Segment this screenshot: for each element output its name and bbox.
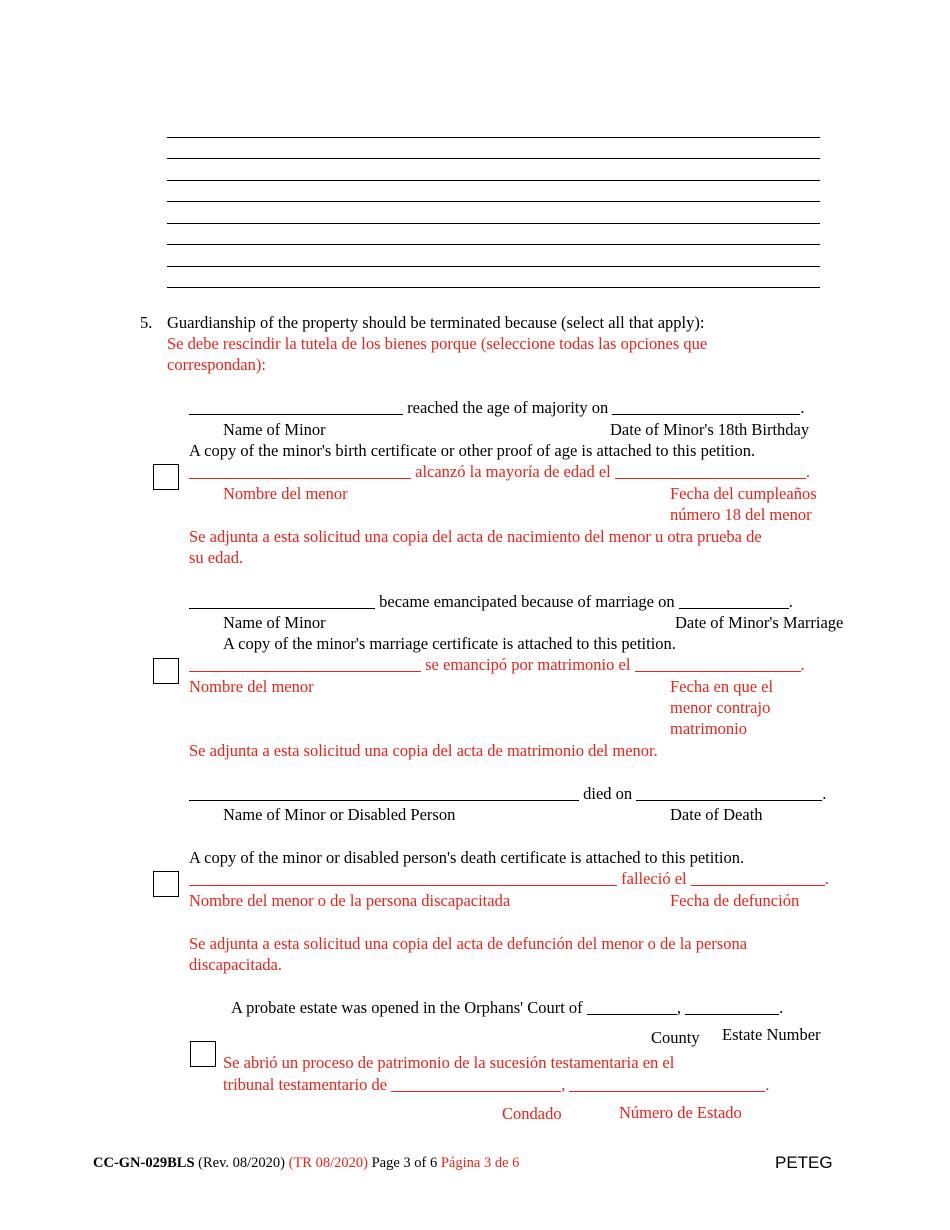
death-attach-es: Se adjunta a esta solicitud una copia del acta de defunción del menor o de la persona — [189, 934, 748, 953]
death-line-es: falleció el . — [189, 868, 829, 889]
fecha-matrimonio-blank[interactable] — [635, 656, 801, 672]
condado-blank[interactable] — [391, 1076, 561, 1092]
probate-line-es-cont: tribunal testamentario de , . — [223, 1075, 770, 1094]
response-line[interactable] — [167, 158, 820, 159]
item-title-es-cont: correspondan): — [167, 355, 266, 374]
marriage-checkbox[interactable] — [153, 658, 179, 684]
nombre-menor-label: Nombre del menor — [223, 484, 348, 503]
nombre-menor-blank[interactable] — [189, 463, 411, 479]
estate-number-label: Estate Number — [722, 1025, 821, 1044]
death-checkbox[interactable] — [153, 871, 179, 897]
majority-checkbox[interactable] — [153, 464, 179, 490]
response-line[interactable] — [167, 180, 820, 181]
condado-label: Condado — [502, 1104, 562, 1123]
fecha-matrimonio-label-cont2: matrimonio — [670, 719, 747, 738]
marriage-attach-es: Se adjunta a esta solicitud una copia del acta de matrimonio del menor. — [189, 741, 658, 760]
nombre-menor-label: Nombre del menor — [189, 677, 314, 696]
fecha-defuncion-blank[interactable] — [691, 870, 825, 886]
item-title-en: Guardianship of the property should be terminated because (select all that apply): — [167, 313, 705, 332]
response-line[interactable] — [167, 287, 820, 288]
page-number-es: Página 3 de 6 — [440, 1155, 520, 1171]
majority-line-es: alcanzó la mayoría de edad el . — [189, 461, 810, 482]
marriage-date-label: Date of Minor's Marriage — [675, 613, 844, 632]
nombre-persona-blank[interactable] — [189, 870, 617, 886]
fecha-cumpleanos-label-cont: número 18 del menor — [670, 505, 812, 524]
majority-attach-es-cont: su edad. — [189, 548, 244, 567]
page-number-en: Page 3 of 6 — [371, 1155, 438, 1171]
fecha-matrimonio-label: Fecha en que el — [670, 677, 774, 696]
minor-name-blank[interactable] — [189, 399, 403, 415]
minor-name-blank[interactable] — [189, 593, 375, 609]
numero-estado-label: Número de Estado — [619, 1103, 742, 1122]
person-name-blank[interactable] — [189, 785, 579, 801]
death-date-blank[interactable] — [636, 785, 822, 801]
person-name-label: Name of Minor or Disabled Person — [223, 805, 456, 824]
fecha-cumpleanos-label: Fecha del cumpleaños — [670, 484, 817, 503]
death-line-en: died on . — [189, 783, 826, 804]
majority-attach-es: Se adjunta a esta solicitud una copia del acta de nacimiento del menor u otra prueba de — [189, 527, 762, 546]
majority-attach-en: A copy of the minor's birth certificate or other proof of age is attached to this petition. — [189, 441, 756, 460]
form-revision: (Rev. 08/2020) — [198, 1155, 285, 1171]
item-number: 5. — [140, 313, 153, 332]
nombre-persona-label: Nombre del menor o de la persona discapacitada — [189, 891, 511, 910]
death-date-label: Date of Death — [670, 805, 763, 824]
probate-checkbox[interactable] — [190, 1041, 216, 1067]
translation-revision: (TR 08/2020) — [288, 1155, 368, 1171]
footer — [93, 1153, 519, 1174]
marriage-line-en: became emancipated because of marriage on . — [189, 591, 793, 612]
response-line[interactable] — [167, 223, 820, 224]
response-line[interactable] — [167, 244, 820, 245]
probate-line-en: A probate estate was opened in the Orphans' Court of , . — [231, 998, 784, 1017]
nombre-menor-blank[interactable] — [189, 656, 421, 672]
birthday-date-blank[interactable] — [612, 399, 800, 415]
majority-line-en: reached the age of majority on . — [189, 397, 805, 418]
response-line[interactable] — [167, 201, 820, 202]
marriage-attach-en: A copy of the minor's marriage certificate is attached to this petition. — [223, 634, 676, 653]
marriage-line-es: se emancipó por matrimonio el . — [189, 654, 805, 675]
birthday-label: Date of Minor's 18th Birthday — [610, 420, 810, 439]
response-line[interactable] — [167, 137, 820, 138]
county-blank[interactable] — [587, 999, 677, 1015]
form-code: CC-GN-029BLS — [93, 1155, 195, 1171]
fecha-cumpleanos-blank[interactable] — [615, 463, 806, 479]
county-label: County — [651, 1028, 700, 1047]
minor-name-label: Name of Minor — [223, 420, 326, 439]
estate-number-blank[interactable] — [685, 999, 779, 1015]
minor-name-label: Name of Minor — [223, 613, 326, 632]
probate-line-es: Se abrió un proceso de patrimonio de la sucesión testamentaria en el — [223, 1053, 675, 1072]
response-line[interactable] — [167, 266, 820, 267]
numero-estado-blank[interactable] — [569, 1076, 765, 1092]
death-attach-en: A copy of the minor or disabled person's death certificate is attached to this petition. — [189, 848, 745, 867]
marriage-date-blank[interactable] — [679, 593, 789, 609]
item-title-es: Se debe rescindir la tutela de los bienes porque (seleccione todas las opciones que — [167, 334, 708, 353]
fecha-defuncion-label: Fecha de defunción — [670, 891, 800, 910]
death-attach-es-cont: discapacitada. — [189, 955, 282, 974]
form-id: PETEG — [775, 1153, 833, 1172]
fecha-matrimonio-label-cont: menor contrajo — [670, 698, 771, 717]
